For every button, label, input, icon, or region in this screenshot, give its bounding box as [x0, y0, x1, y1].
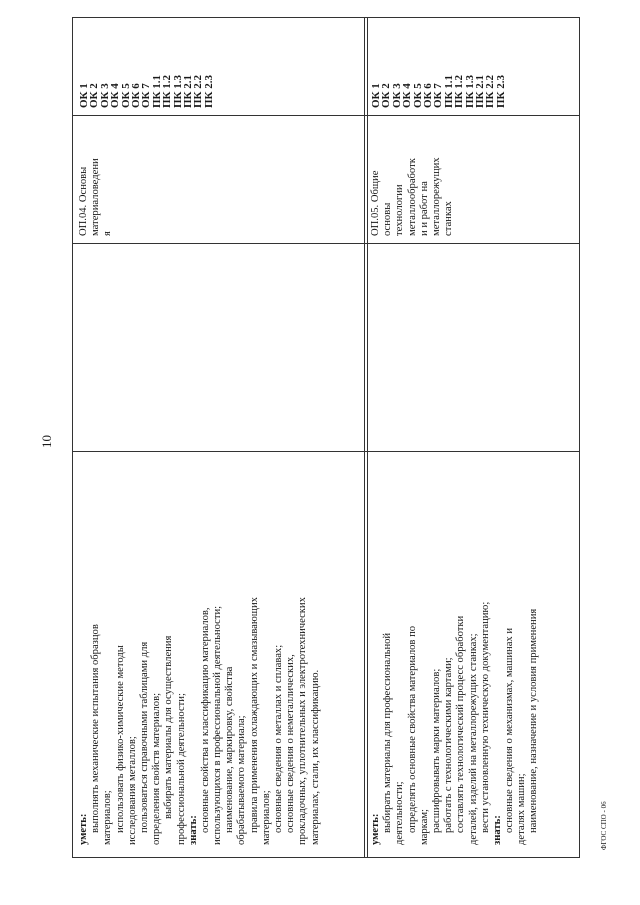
- row-divider-double: [367, 17, 368, 858]
- discipline-line: металлообработк: [406, 158, 418, 236]
- competency-code: ПК 1.1: [442, 74, 455, 108]
- skills-line: деталей, изделий на металлорежущих станках;: [467, 633, 479, 845]
- competency-code: ОК 7: [140, 83, 153, 108]
- competency-code: ПК 1.1: [150, 74, 163, 108]
- skills-line: использовать физико-химические методы: [114, 645, 126, 833]
- competency-code: ПК 2.1: [473, 74, 486, 108]
- competency-code: ПК 2.2: [484, 74, 497, 108]
- row-2-skills-cell: [370, 602, 541, 845]
- competency-code: ОК 2: [380, 83, 393, 108]
- skills-line: работать с технологическими картами;: [443, 657, 455, 833]
- skills-line: знать:: [187, 815, 199, 845]
- skills-line: правила применения охлаждающих и смазывающих: [248, 597, 260, 833]
- skills-line: наименование, маркировку, свойства: [224, 666, 236, 833]
- skills-line: выбирать материалы для профессиональной: [382, 632, 394, 833]
- skills-line: деятельности;: [394, 781, 406, 845]
- table-border-bottom: [72, 857, 580, 858]
- skills-line: обрабатываемого материала;: [236, 715, 248, 845]
- discipline-line: ОП.05. Общие: [370, 170, 381, 236]
- row-2-discipline-cell: [370, 157, 455, 236]
- competency-code: ПК 1.3: [463, 74, 476, 108]
- column-divider-competencies: [72, 115, 580, 116]
- competency-code: ПК 1.3: [171, 74, 184, 108]
- skills-line: знать:: [491, 815, 503, 845]
- competency-code: ОК 4: [401, 83, 414, 108]
- table-border-top: [72, 17, 580, 18]
- skills-line: основные сведения о металлах и сплавах;: [273, 644, 284, 833]
- skills-line: исследования металлов;: [126, 736, 138, 845]
- competency-code: ОК 1: [370, 83, 382, 108]
- discipline-line: я: [102, 231, 114, 236]
- skills-line: использующихся в профессиональной деятельности;: [212, 605, 224, 845]
- competency-code: ОК 4: [109, 83, 122, 108]
- skills-line: основные сведения о механизмах, машинах и: [504, 627, 516, 833]
- skills-line: определения свойств материалов;: [151, 692, 163, 845]
- row-2-competencies-cell: [371, 75, 506, 108]
- skills-line: выполнять механические испытания образцов: [90, 624, 102, 833]
- table-border-right: [579, 17, 580, 858]
- competency-code: ПК 2.1: [181, 74, 194, 108]
- discipline-line: ОП.04. Основы: [78, 166, 89, 236]
- skills-line: составлять технологический процесс обработки: [455, 615, 467, 833]
- discipline-line: и и работ на: [418, 181, 430, 236]
- skills-line: прокладочных, уплотнительных и электротехнических: [297, 597, 309, 845]
- competency-code: ОК 5: [411, 83, 424, 108]
- competency-code: ПК 2.3: [202, 74, 215, 108]
- skills-line: материалах, стали, их классификацию.: [309, 669, 321, 845]
- skills-line: пользоваться справочными таблицами для: [138, 641, 150, 833]
- competency-code: ОК 1: [78, 83, 90, 108]
- discipline-line: технологии: [394, 184, 406, 236]
- skills-line: выбирать материалы для осуществления: [163, 635, 175, 819]
- skills-line: уметь:: [78, 813, 89, 845]
- column-divider-empty: [72, 451, 580, 452]
- skills-line: расшифровывать марки материалов;: [430, 668, 442, 833]
- column-divider-discipline: [72, 243, 580, 244]
- skills-line: деталях машин;: [516, 773, 528, 845]
- competency-code: ОК 5: [119, 83, 132, 108]
- competency-code: ОК 6: [129, 83, 142, 108]
- row-1-discipline-cell: [78, 158, 115, 236]
- row-1-competencies-cell: [79, 75, 214, 108]
- competency-code: ПК 1.2: [161, 74, 174, 108]
- footer-stamp: ФГОС СПО - 06: [600, 801, 608, 850]
- skills-line: уметь:: [370, 813, 381, 845]
- competency-code: ОК 3: [390, 83, 403, 108]
- discipline-line: станках: [443, 201, 455, 236]
- row-1-skills-cell: [78, 597, 322, 845]
- skills-line: определять основные свойства материалов по: [406, 625, 418, 833]
- discipline-line: основы: [382, 202, 394, 236]
- skills-line: маркам;: [418, 809, 430, 845]
- discipline-line: материаловедени: [90, 158, 102, 236]
- skills-line: вести установленную техническую документацию;: [479, 601, 491, 833]
- skills-line: основные свойства и классификацию материалов,: [199, 607, 211, 833]
- competency-code: ОК 2: [88, 83, 101, 108]
- table-border-left: [72, 17, 73, 858]
- page-number: 10: [39, 435, 54, 448]
- row-divider: [364, 17, 365, 858]
- skills-line: профессиональной деятельности;: [175, 693, 187, 845]
- competency-code: ОК 3: [98, 83, 111, 108]
- competency-code: ПК 1.2: [453, 74, 466, 108]
- competency-code: ОК 7: [432, 83, 445, 108]
- skills-line: основные сведения о неметаллических,: [285, 654, 297, 833]
- competency-code: ОК 6: [421, 83, 434, 108]
- skills-line: материалов;: [260, 790, 272, 845]
- competency-code: ПК 2.2: [192, 74, 205, 108]
- competency-code: ПК 2.3: [494, 74, 507, 108]
- discipline-line: металлорежущих: [430, 157, 442, 236]
- skills-line: наименование, назначение и условия применения: [528, 608, 540, 833]
- skills-line: материалов;: [102, 790, 114, 845]
